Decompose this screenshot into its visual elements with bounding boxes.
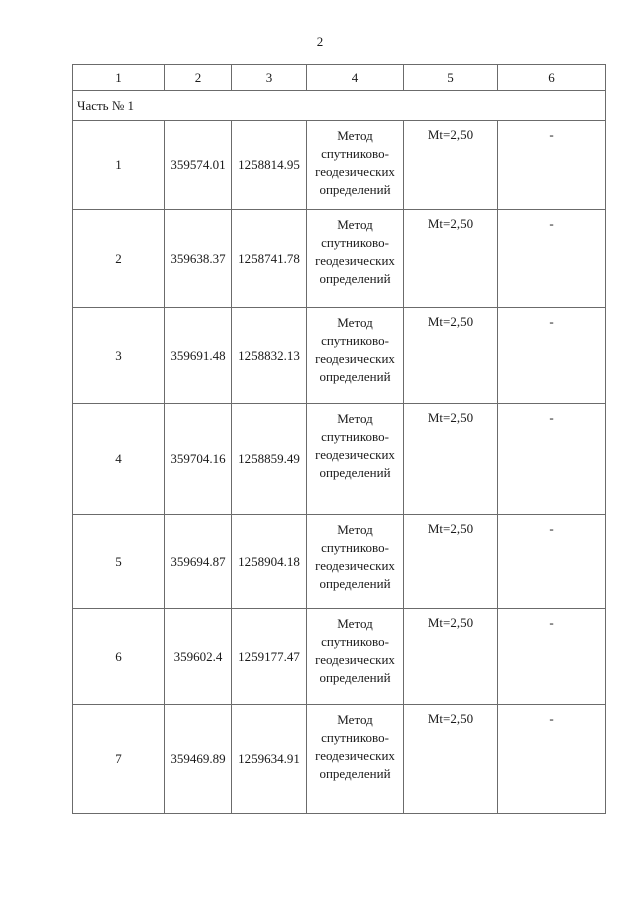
x-coordinate: 359691.48 <box>165 308 232 404</box>
column-header: 5 <box>404 65 498 91</box>
point-number: 5 <box>73 515 165 609</box>
accuracy-value: Mt=2,50 <box>404 515 498 609</box>
note-value: - <box>498 609 606 705</box>
method-line: геодезических <box>315 164 395 179</box>
method-line: определений <box>319 182 391 197</box>
method-line: Метод <box>337 712 373 727</box>
x-coordinate: 359694.87 <box>165 515 232 609</box>
method-cell <box>307 404 404 515</box>
point-number: 1 <box>73 121 165 210</box>
table-row <box>73 705 606 814</box>
y-coordinate: 1259634.91 <box>232 705 307 814</box>
note-value: - <box>498 210 606 308</box>
method-line: геодезических <box>315 748 395 763</box>
method-line: определений <box>319 766 391 781</box>
method-line: геодезических <box>315 558 395 573</box>
note-value: - <box>498 121 606 210</box>
method-cell <box>307 705 404 814</box>
note-value: - <box>498 705 606 814</box>
method-line: Метод <box>337 217 373 232</box>
x-coordinate: 359704.16 <box>165 404 232 515</box>
accuracy-value: Mt=2,50 <box>404 210 498 308</box>
accuracy-value: Mt=2,50 <box>404 121 498 210</box>
point-number: 3 <box>73 308 165 404</box>
method-line: спутниково- <box>321 634 389 649</box>
table-row <box>73 308 606 404</box>
accuracy-value: Mt=2,50 <box>404 404 498 515</box>
accuracy-value: Mt=2,50 <box>404 308 498 404</box>
accuracy-value: Mt=2,50 <box>404 705 498 814</box>
point-number: 6 <box>73 609 165 705</box>
part-row <box>73 91 606 121</box>
page-number: 2 <box>316 34 324 49</box>
x-coordinate: 359574.01 <box>165 121 232 210</box>
method-line: определений <box>319 465 391 480</box>
column-header: 1 <box>73 65 165 91</box>
y-coordinate: 1258904.18 <box>232 515 307 609</box>
method-line: Метод <box>337 616 373 631</box>
table-row <box>73 609 606 705</box>
method-cell <box>307 210 404 308</box>
note-value: - <box>498 515 606 609</box>
method-line: спутниково- <box>321 146 389 161</box>
x-coordinate: 359638.37 <box>165 210 232 308</box>
y-coordinate: 1258741.78 <box>232 210 307 308</box>
method-line: спутниково- <box>321 730 389 745</box>
method-line: спутниково- <box>321 540 389 555</box>
coordinates-table <box>72 64 606 814</box>
method-line: спутниково- <box>321 235 389 250</box>
note-value: - <box>498 404 606 515</box>
point-number: 7 <box>73 705 165 814</box>
method-line: определений <box>319 369 391 384</box>
method-line: определений <box>319 271 391 286</box>
note-value: - <box>498 308 606 404</box>
accuracy-value: Mt=2,50 <box>404 609 498 705</box>
method-line: Метод <box>337 128 373 143</box>
method-line: Метод <box>337 522 373 537</box>
x-coordinate: 359469.89 <box>165 705 232 814</box>
method-cell <box>307 308 404 404</box>
point-number: 2 <box>73 210 165 308</box>
method-line: Метод <box>337 315 373 330</box>
method-line: геодезических <box>315 253 395 268</box>
method-line: спутниково- <box>321 429 389 444</box>
column-header: 2 <box>165 65 232 91</box>
point-number: 4 <box>73 404 165 515</box>
method-line: геодезических <box>315 652 395 667</box>
method-cell <box>307 515 404 609</box>
y-coordinate: 1258814.95 <box>232 121 307 210</box>
method-line: Метод <box>337 411 373 426</box>
header-row <box>73 65 606 91</box>
part-label: Часть № 1 <box>73 91 606 121</box>
x-coordinate: 359602.4 <box>165 609 232 705</box>
column-header: 4 <box>307 65 404 91</box>
table-row <box>73 121 606 210</box>
table-row <box>73 404 606 515</box>
method-line: определений <box>319 670 391 685</box>
y-coordinate: 1259177.47 <box>232 609 307 705</box>
column-header: 6 <box>498 65 606 91</box>
method-cell <box>307 609 404 705</box>
method-line: геодезических <box>315 447 395 462</box>
method-line: определений <box>319 576 391 591</box>
y-coordinate: 1258832.13 <box>232 308 307 404</box>
y-coordinate: 1258859.49 <box>232 404 307 515</box>
column-header: 3 <box>232 65 307 91</box>
method-line: геодезических <box>315 351 395 366</box>
method-line: спутниково- <box>321 333 389 348</box>
table-row <box>73 515 606 609</box>
table-row <box>73 210 606 308</box>
method-cell <box>307 121 404 210</box>
